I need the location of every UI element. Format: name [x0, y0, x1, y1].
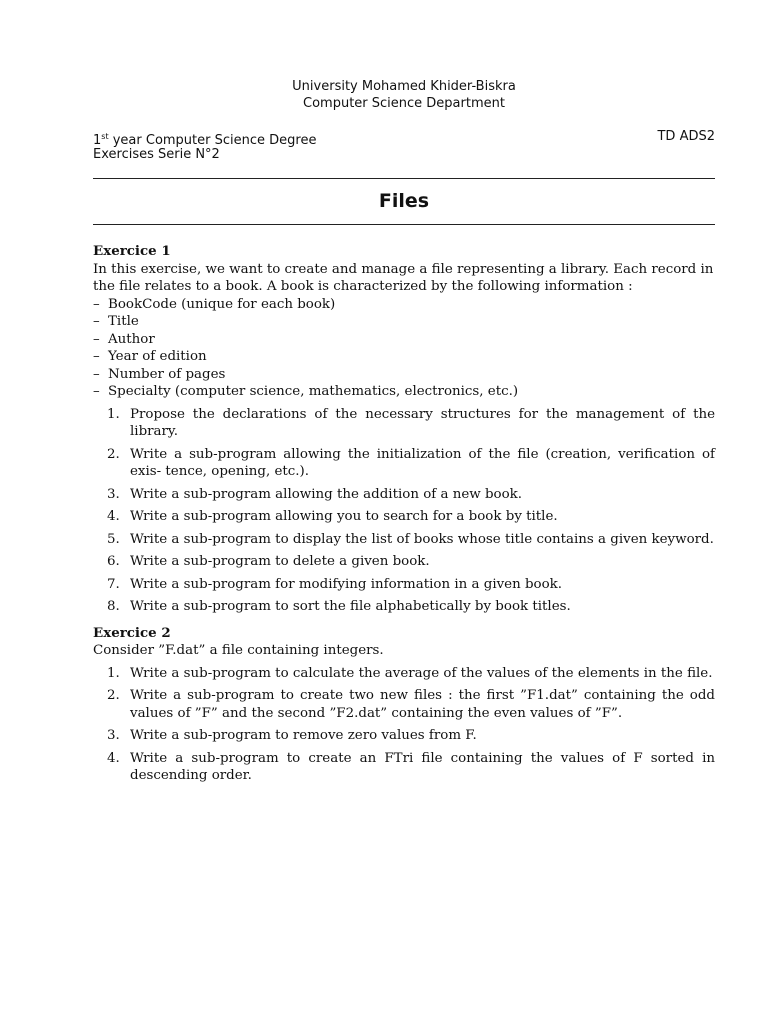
list-item: 2. Write a sub-program to create two new files : the first ”F1.dat” containing the odd values of ”F” and the second ”F2.dat” containing the even values of ”F”. — [107, 688, 715, 721]
page-title: Files — [378, 190, 430, 212]
degree-text: year Computer Science Degree — [108, 133, 317, 148]
list-item: 3. Write a sub-program to remove zero values from F. — [107, 728, 477, 743]
list-item: 4. Write a sub-program allowing you to search for a book by title. — [107, 509, 558, 524]
series-line: Exercises Serie N°2 — [93, 147, 220, 162]
exercise-2 — [93, 625, 715, 785]
list-item: 3. Write a sub-program allowing the addition of a new book. — [107, 486, 523, 502]
list-item: 2. Write a sub-program allowing the initialization of the file (creation, verification of exis- tence, opening, etc.). — [107, 446, 715, 479]
exercise-1 — [93, 243, 715, 616]
list-item: 6. Write a sub-program to delete a given book. — [107, 554, 430, 569]
exercise-2-tasks — [93, 665, 715, 785]
exercise-1-tasks — [93, 406, 715, 616]
degree-year-number: 1 — [93, 133, 102, 148]
list-item: – Number of pages — [93, 366, 226, 382]
list-item: 7. Write a sub-program for modifying information in a given book. — [107, 576, 563, 592]
exercise-2-intro: Consider ”F.dat” a file containing integers. — [93, 643, 384, 658]
list-item: 1. Write a sub-program to calculate the average of the values of the elements in the file. — [107, 665, 713, 681]
university-name: University Mohamed Khider-Biskra — [292, 79, 516, 94]
list-item: – Year of edition — [93, 349, 207, 364]
course-code: TD ADS2 — [657, 129, 715, 144]
degree-year-suffix: st — [101, 132, 109, 141]
list-item: – Title — [93, 314, 139, 329]
exercise-1-intro: In this exercise, we want to create and manage a file representing a library. Each record in the file relates to a book. A book is characterized by the following information : — [93, 261, 714, 294]
list-item: – Specialty (computer science, mathematics, electronics, etc.) — [93, 384, 519, 399]
list-item: 5. Write a sub-program to display the list of books whose title contains a given keyword. — [107, 531, 714, 547]
top-divider — [93, 178, 715, 179]
department-name: Computer Science Department — [303, 96, 505, 111]
exercise-2-heading: Exercice 2 — [93, 624, 171, 641]
document-body — [93, 243, 715, 790]
bottom-divider — [93, 224, 715, 225]
book-fields-list — [93, 296, 715, 401]
exercise-1-heading: Exercice 1 — [93, 243, 171, 259]
list-item: 8. Write a sub-program to sort the file alphabetically by book titles. — [107, 599, 571, 614]
list-item: 4. Write a sub-program to create an FTri file containing the values of F sorted in descending order. — [107, 750, 715, 783]
list-item: – BookCode (unique for each book) — [93, 296, 336, 312]
list-item: – Author — [93, 331, 155, 347]
list-item: 1. Propose the declarations of the necessary structures for the management of the library. — [107, 406, 715, 439]
